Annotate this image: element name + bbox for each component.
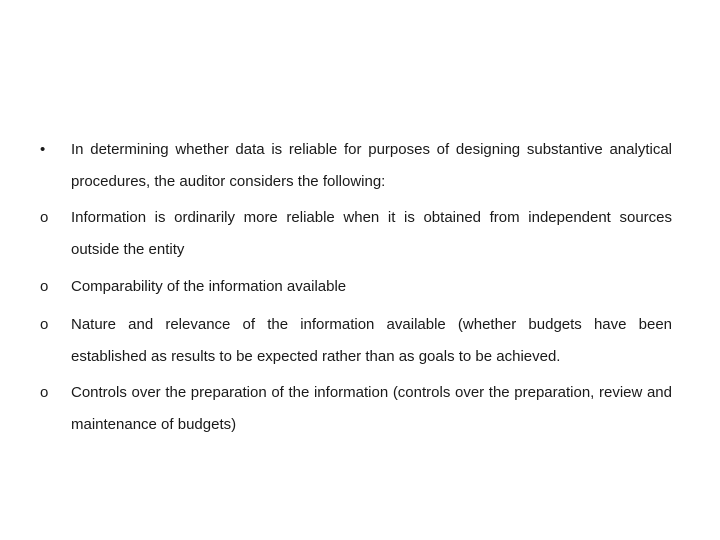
bullet-text: Nature and relevance of the information available (whether budgets have been established as results to be expected rather than as goals to be achieved. xyxy=(71,316,672,365)
bullet-text: Controls over the preparation of the information (controls over the preparation, review and maintenance of budgets) xyxy=(71,384,672,433)
sub-bullet-marker: o xyxy=(40,384,49,401)
bullet-text: In determining whether data is reliable for purposes of designing substantive analytical procedures, the auditor considers the following: xyxy=(71,141,672,190)
sub-bullet-marker: o xyxy=(40,209,49,226)
sub-bullet-marker: o xyxy=(40,316,49,333)
bullet-text: Information is ordinarily more reliable when it is obtained from independent sources outside the entity xyxy=(71,209,672,258)
bullet-text: Comparability of the information available xyxy=(71,278,347,295)
sub-bullet-marker: o xyxy=(40,278,49,295)
bullet-marker: • xyxy=(40,141,46,158)
